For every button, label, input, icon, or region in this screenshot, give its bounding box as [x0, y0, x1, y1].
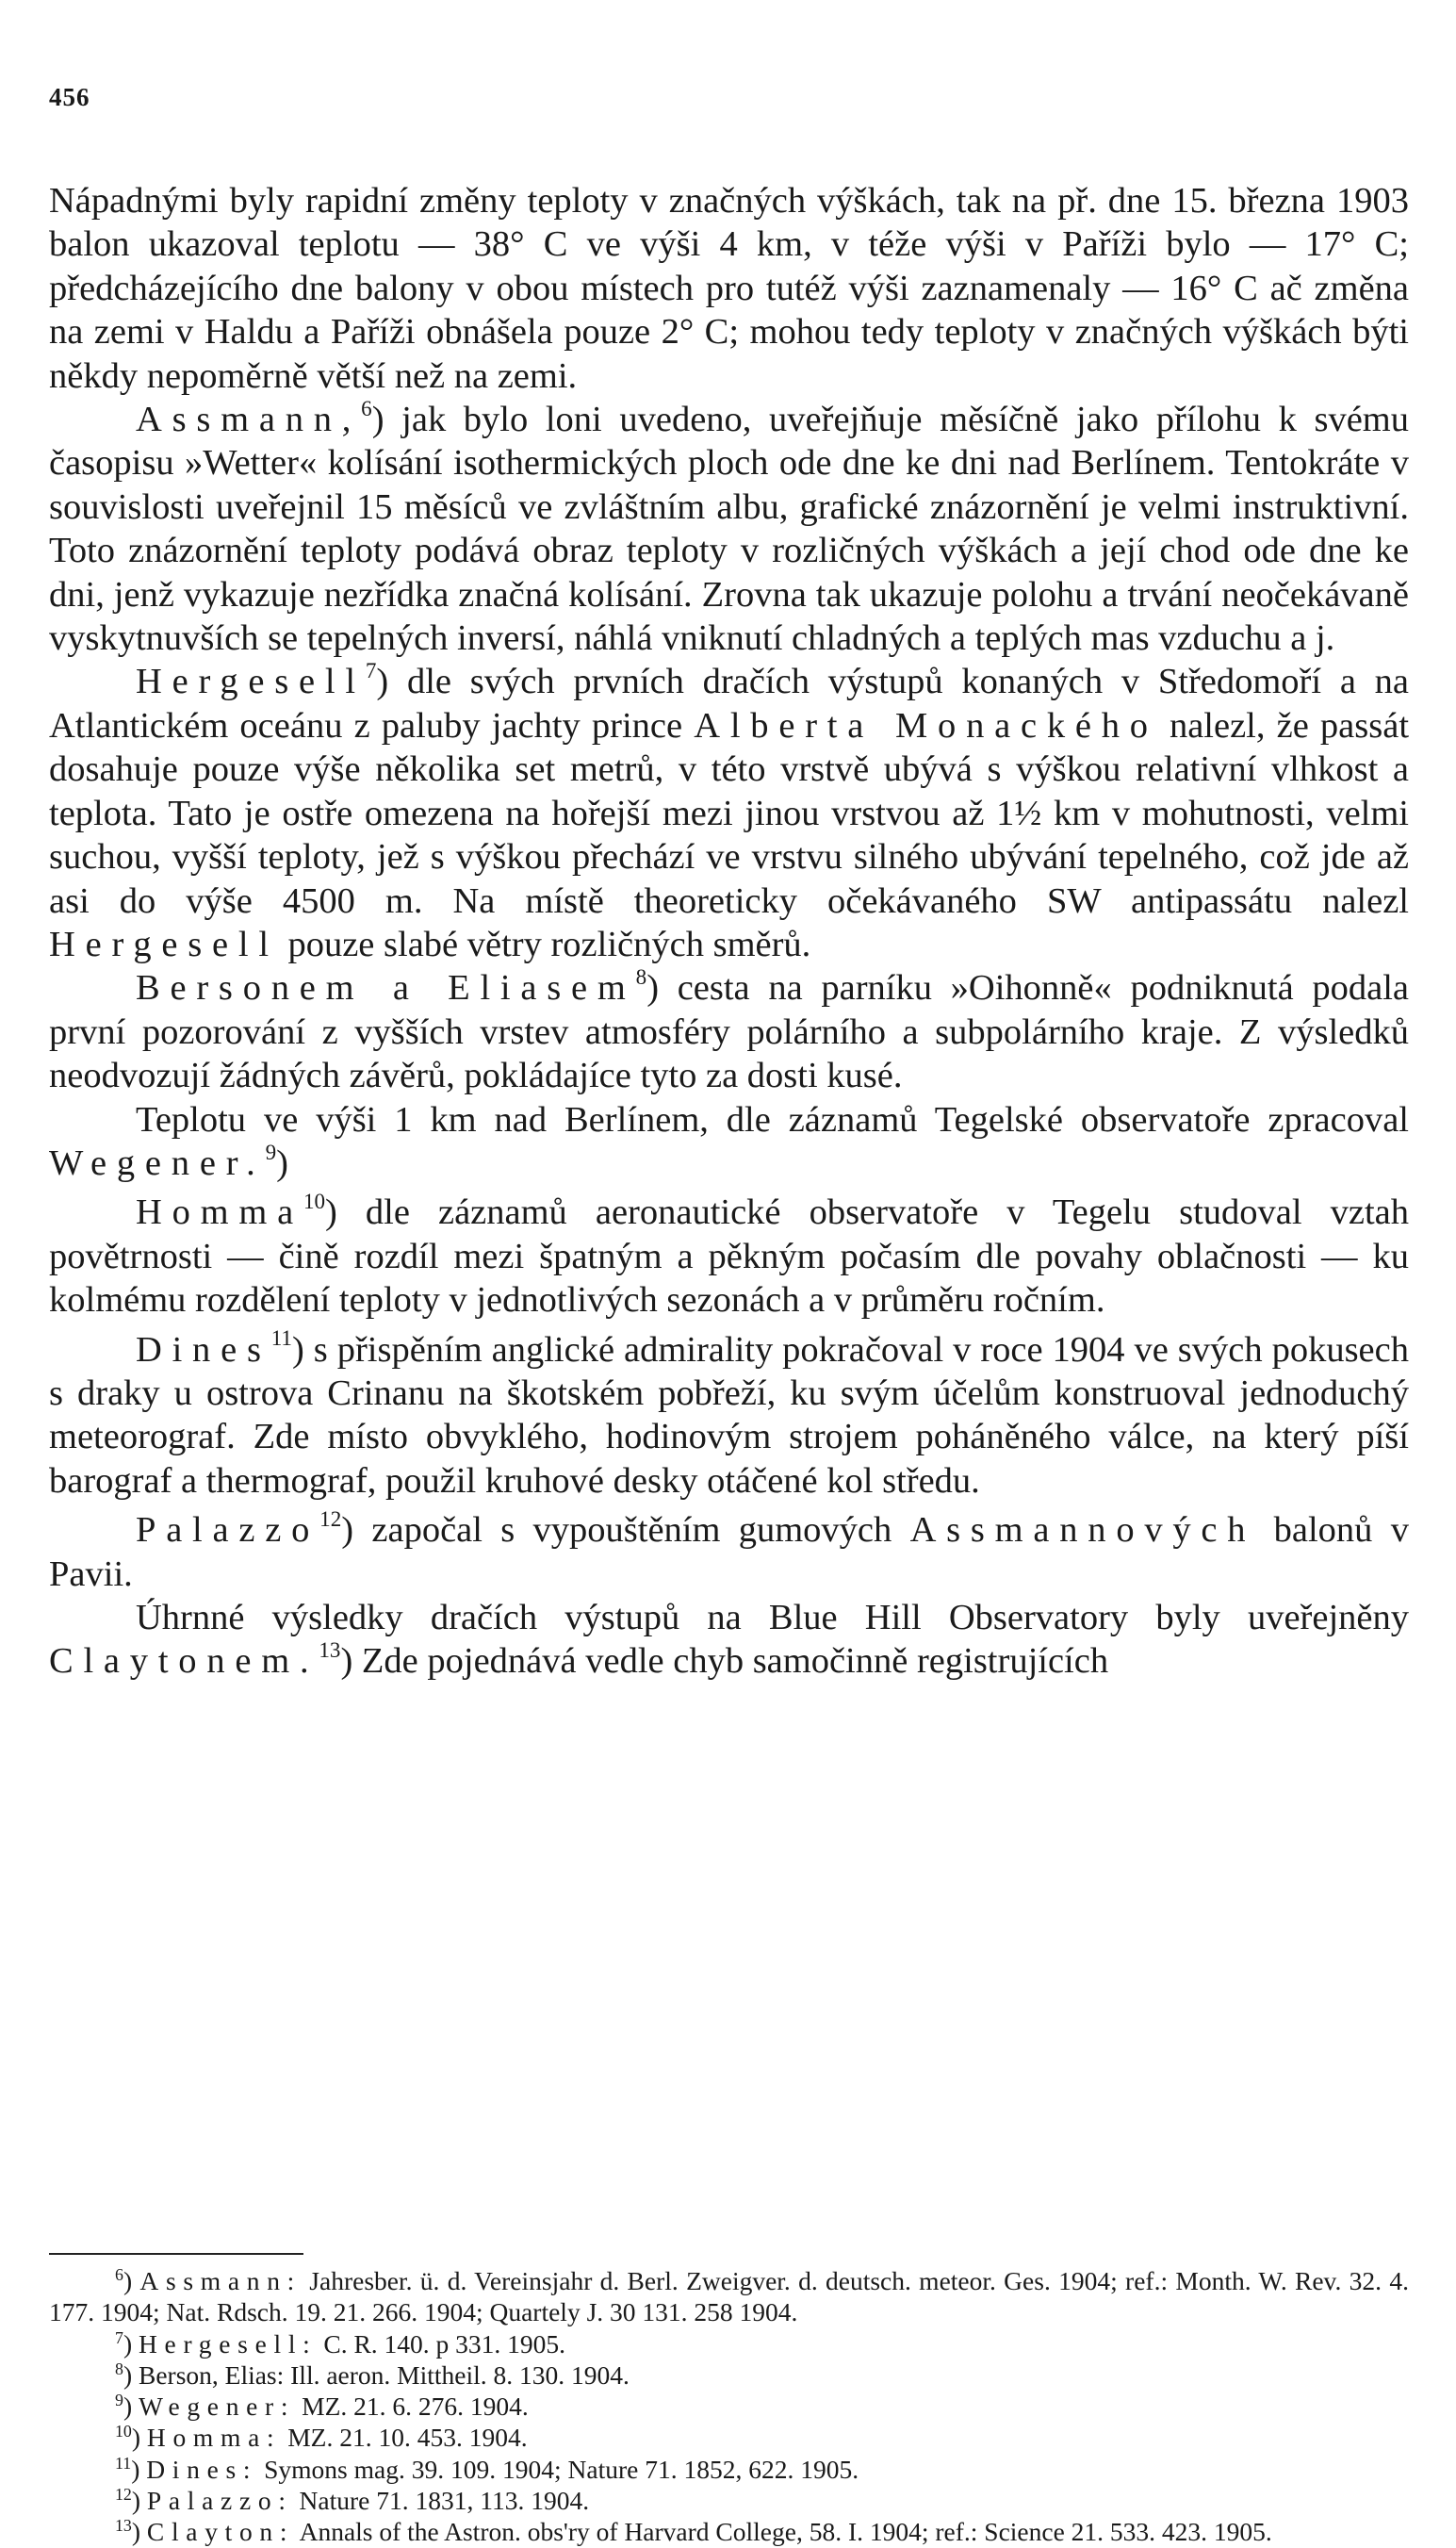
paragraph-text: ) dle záznamů aeronautické observatoře v Tegelu studoval vztah povětrnosti — čině rozdíl mezi špatným a pěkným počasím dle povahy oblačnosti — ku kolmému rozdělení teploty v jednotlivých sezonách a v průměru ročním.: [49, 1192, 1409, 1321]
footnote-ref: 12: [319, 1506, 342, 1532]
paragraph-clayton: [49, 1596, 1409, 1684]
paragraph-hergesell: [49, 660, 1409, 966]
footnote: $^9$) Wegener: MZ. 21. 6. 276. 1904.: [115, 2391, 529, 2422]
footnote-text: Nature 71. 1831, 113. 1904.: [292, 2486, 590, 2516]
author-name: Wegener.: [49, 1142, 266, 1183]
footnote-author: Wegener:: [138, 2392, 296, 2422]
footnote-text: Berson, Elias: Ill. aeron. Mittheil. 8. 130. 1904.: [132, 2359, 630, 2390]
footnote: $^6$) Assmann: Jahresber. ü. d. Vereinsjahr d. Berl. Zweigver. d. deutsch. meteor. Ges. 1904; ref.: Month. W. Rev. 32. 4. 177. 1904; Nat. Rdsch. 19. 21. 266. 1904; Quartely J. 30 131. 258 1904.: [49, 2264, 1409, 2327]
page-number: 456: [49, 83, 90, 111]
footnote-text: MZ. 21. 6. 276. 1904.: [295, 2392, 529, 2422]
paragraph-assmann: [49, 395, 1409, 660]
footnote-text: Jahresber. ü. d. Vereinsjahr d. Berl. Zweigver. d. deutsch. meteor. Ges. 1904; ref.: Month. W. Rev. 32. 4. 177. 1904; Nat. Rdsch. 19. 21. 266. 1904; Quartely J. 30 131. 258 1904.: [49, 2266, 1409, 2327]
footnote-author: Assmann:: [139, 2266, 302, 2295]
paragraph-text: ): [276, 1142, 288, 1183]
footnote: $^7$) Hergesell: C. R. 140. p 331. 1905.: [115, 2327, 566, 2359]
footnote: $^{12}$) Palazzo: Nature 71. 1831, 113. 1904.: [115, 2484, 590, 2516]
paragraph-text: nalezl, že passát dosahuje pouze výše několika set metrů, v této vrstvě ubývá s výškou relativní vlhkost a teplota. Tato je ostře omezena na hořejší mezi jinou vrstvou až 1½ km v mohutnosti, velmi suchou, vyšší teploty, jež s výškou přechází ve vrstvu silného ubývání tepelného, což jde až asi do výše 4500 m. Na místě theoreticky očekávaného SW antipassátu nalezl: [49, 705, 1410, 921]
paragraph-homma: [49, 1191, 1409, 1322]
footnote: $^8$) Berson, Elias: Ill. aeron. Mittheil. 8. 130. 1904.: [115, 2359, 630, 2390]
footnote-author: Palazzo:: [146, 2486, 293, 2516]
footnote-text: Symons mag. 39. 109. 1904; Nature 71. 1852, 622. 1905.: [257, 2454, 859, 2484]
footnote-mark: 10: [115, 2422, 132, 2441]
footnote: $^{11}$) Dines: Symons mag. 39. 109. 1904; Nature 71. 1852, 622. 1905.: [115, 2453, 859, 2484]
footnote-mark: 9: [115, 2391, 123, 2410]
author-name: Bersonem a Eliasem: [136, 968, 636, 1009]
author-name: Hergesell: [136, 662, 366, 702]
paragraph-wegener: [49, 1098, 1409, 1186]
footnote-ref: 11: [270, 1325, 292, 1351]
footnote-author: Dines:: [146, 2454, 258, 2484]
footnote-ref: 10: [303, 1189, 326, 1214]
paragraph-text: ) započal s vypouštěním gumových: [341, 1510, 910, 1551]
article-body: [49, 179, 1409, 1684]
footnote-mark: 13: [115, 2516, 132, 2536]
author-name: Assmann,: [136, 400, 362, 440]
author-name: Palazzo: [136, 1510, 320, 1551]
footnotes: [49, 2265, 1409, 2548]
footnote-mark: 11: [115, 2453, 132, 2473]
footnote: $^{10}$) Homma: MZ. 21. 10. 453. 1904.: [115, 2422, 528, 2453]
paragraph-berson: [49, 966, 1409, 1097]
footnote-mark: 7: [115, 2327, 123, 2347]
paragraph-text: balonů v Pavii.: [49, 1510, 1409, 1594]
author-name: Claytonem.: [49, 1641, 319, 1682]
paragraph-text: pouze slabé větry rozličných směrů.: [278, 924, 811, 964]
paragraph-palazzo: [49, 1508, 1409, 1596]
footnote-text: C. R. 140. p 331. 1905.: [317, 2328, 566, 2359]
paragraph-text: ) dle svých prvních dračích výstupů konaných v Středomoří a na Atlantickém oceánu z paluby jachty prince: [49, 662, 1409, 746]
author-name: Hergesell: [49, 924, 279, 964]
footnote-text: MZ. 21. 10. 453. 1904.: [281, 2423, 528, 2453]
author-name: Dines: [136, 1329, 271, 1370]
paragraph-text: ) jak bylo loni uvedeno, uveřejňuje měsíčně jako přílohu k svému časopisu »Wetter« kolísání isothermických ploch ode dne ke dni nad Berlínem. Tentokráte v souvislosti uveřejnil 15 měsíců ve zvláštním albu, grafické znázornění je velmi instruktivní. Toto znázornění teploty podává obraz teploty v rozličných výškách a její chod ode dne ke dni, jenž vykazuje nezřídka značná kolísání. Zrovna tak ukazuje polohu a trvání neočekávaně vyskytnuvších se tepelných inversí, náhlá vniknutí chladných a teplých mas vzduchu a j.: [49, 400, 1409, 659]
footnote-ref: 6: [361, 395, 372, 420]
paragraph-text: ) s přispěním anglické admirality pokračoval v roce 1904 ve svých pokusech s draky u ostrova Crinanu na škotském pobřeží, ku svým účelům konstruoval jednoduchý meteorograf. Zde místo obvyklého, hodinovým strojem poháněného válce, na který píší barograf a thermograf, použil kruhové desky otáčené kol středu.: [49, 1329, 1409, 1501]
paragraph-text: Teplotu ve výši 1 km nad Berlínem, dle záznamů Tegelské observatoře zpracoval: [136, 1099, 1409, 1140]
person-name: Assmannových: [909, 1510, 1256, 1551]
footnote-text: Annals of the Astron. obs'ry of Harvard College, 58. I. 1904; ref.: Science 21. 533. 423. 1905.: [294, 2517, 1272, 2547]
paragraph-1-text: Nápadnými byly rapidní změny teploty v značných výškách, tak na př. dne 15. března 1903 balon ukazoval teplotu — 38° C ve výši 4 km, v téže výši v Paříži bylo — 17° C; předcházejícího dne balony v obou místech pro tutéž výši zaznamenaly — 16° C ač změna na zemi v Haldu a Paříži obnášela pouze 2° C; mohou tedy teploty v značných výškách býti někdy nepoměrně větší než na zemi.: [49, 181, 1409, 396]
footnote-author: Hergesell:: [138, 2328, 318, 2359]
paragraph-text: ) Zde pojednává vedle chyb samočinně registrujících: [340, 1641, 1109, 1682]
footnote-author: Clayton:: [146, 2517, 295, 2547]
paragraph-text: ) cesta na parníku »Oihonně« podniknutá podala první pozorování z vyšších vrstev atmosféry polárního a subpolárního kraje. Z výsledků neodvozují žádných závěrů, pokládajíce tyto za dosti kusé.: [49, 968, 1409, 1096]
footnote-author: Homma:: [146, 2423, 282, 2453]
author-name: Homma: [136, 1192, 303, 1233]
person-name: Alberta Monackého: [694, 705, 1158, 746]
paragraph-text: Úhrnné výsledky dračích výstupů na Blue Hill Observatory byly uveřejněny: [136, 1598, 1409, 1637]
footnote-divider: [49, 2253, 303, 2255]
footnote-ref: 9: [265, 1139, 277, 1164]
paragraph-dines: [49, 1325, 1409, 1504]
paragraph-1: [49, 179, 1409, 398]
footnote-mark: 12: [115, 2484, 132, 2504]
footnote: $^{13}$) Clayton: Annals of the Astron. obs'ry of Harvard College, 58. I. 1904; ref.: Science 21. 533. 423. 1905.: [115, 2516, 1272, 2547]
footnote-ref: 7: [365, 658, 377, 683]
footnote-mark: 8: [115, 2359, 123, 2378]
footnote-ref: 8: [635, 964, 647, 990]
footnote-ref: 13: [319, 1637, 341, 1663]
footnote-mark: 6: [115, 2264, 123, 2284]
